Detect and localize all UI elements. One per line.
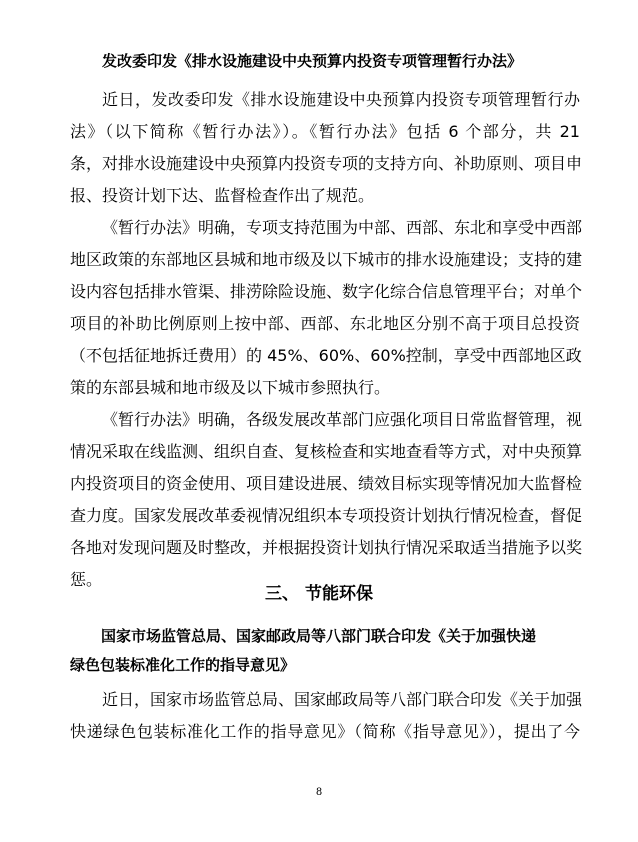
text-line: 内投资项目的资金使用、项目建设进展、绩效目标实现等情况加大监督检 xyxy=(70,474,583,493)
text-line: 各地对发现问题及时整改，并根据投资计划执行情况采取适当措施予以奖 xyxy=(70,538,583,557)
article-heading-ndrc: 发改委印发《排水设施建设中央预算内投资专项管理暂行办法》 xyxy=(102,52,523,70)
text-line: 法》（以下简称《暂行办法》）。《暂行办法》包括 6 个部分，共 21 xyxy=(70,122,580,141)
article-heading-samr-line1: 国家市场监管总局、国家邮政局等八部门联合印发《关于加强快递 xyxy=(101,627,537,645)
text-line: 近日，发改委印发《排水设施建设中央预算内投资专项管理暂行办 xyxy=(102,90,580,109)
text-line: 设内容包括排水管渠、排涝除险设施、数字化综合信息管理平台；对单个 xyxy=(70,282,583,301)
text-line: 情况采取在线监测、组织自查、复核检查和实地查看等方式，对中央预算 xyxy=(70,442,583,461)
text-line: 快递绿色包装标准化工作的指导意见》（简称《指导意见》），提出了今 xyxy=(70,722,580,741)
text-line: 查力度。国家发展改革委视情况组织本专项投资计划执行情况检查，督促 xyxy=(70,506,583,525)
text-line: （不包括征地拆迁费用）的 45%、60%、60%控制，享受中西部地区政 xyxy=(70,346,582,365)
text-line: 惩。 xyxy=(70,570,103,589)
text-line: 策的东部县城和地市级及以下城市参照执行。 xyxy=(70,378,391,397)
text-line: 近日，国家市场监管总局、国家邮政局等八部门联合印发《关于加强 xyxy=(102,690,583,709)
text-line: 项目的补助比例原则上按中部、西部、东北地区分别不高于项目总投资 xyxy=(70,314,580,333)
text-line: 报、投资计划下达、监督检查作出了规范。 xyxy=(70,186,375,205)
page-number: 8 xyxy=(315,787,323,798)
text-line: 条，对排水设施建设中央预算内投资专项的支持方向、补助原则、项目申 xyxy=(70,154,583,173)
text-line: 《暂行办法》明确，专项支持范围为中部、西部、东北和享受中西部 xyxy=(102,218,583,237)
article-heading-samr-line2: 绿色包装标准化工作的指导意见》 xyxy=(70,656,296,674)
text-line: 地区政策的东部地区县城和地市级及以下城市的排水设施建设；支持的建 xyxy=(70,250,583,269)
text-line: 《暂行办法》明确，各级发展改革部门应强化项目日常监督管理，视 xyxy=(102,410,583,429)
section-title: 三、 节能环保 xyxy=(265,584,373,604)
